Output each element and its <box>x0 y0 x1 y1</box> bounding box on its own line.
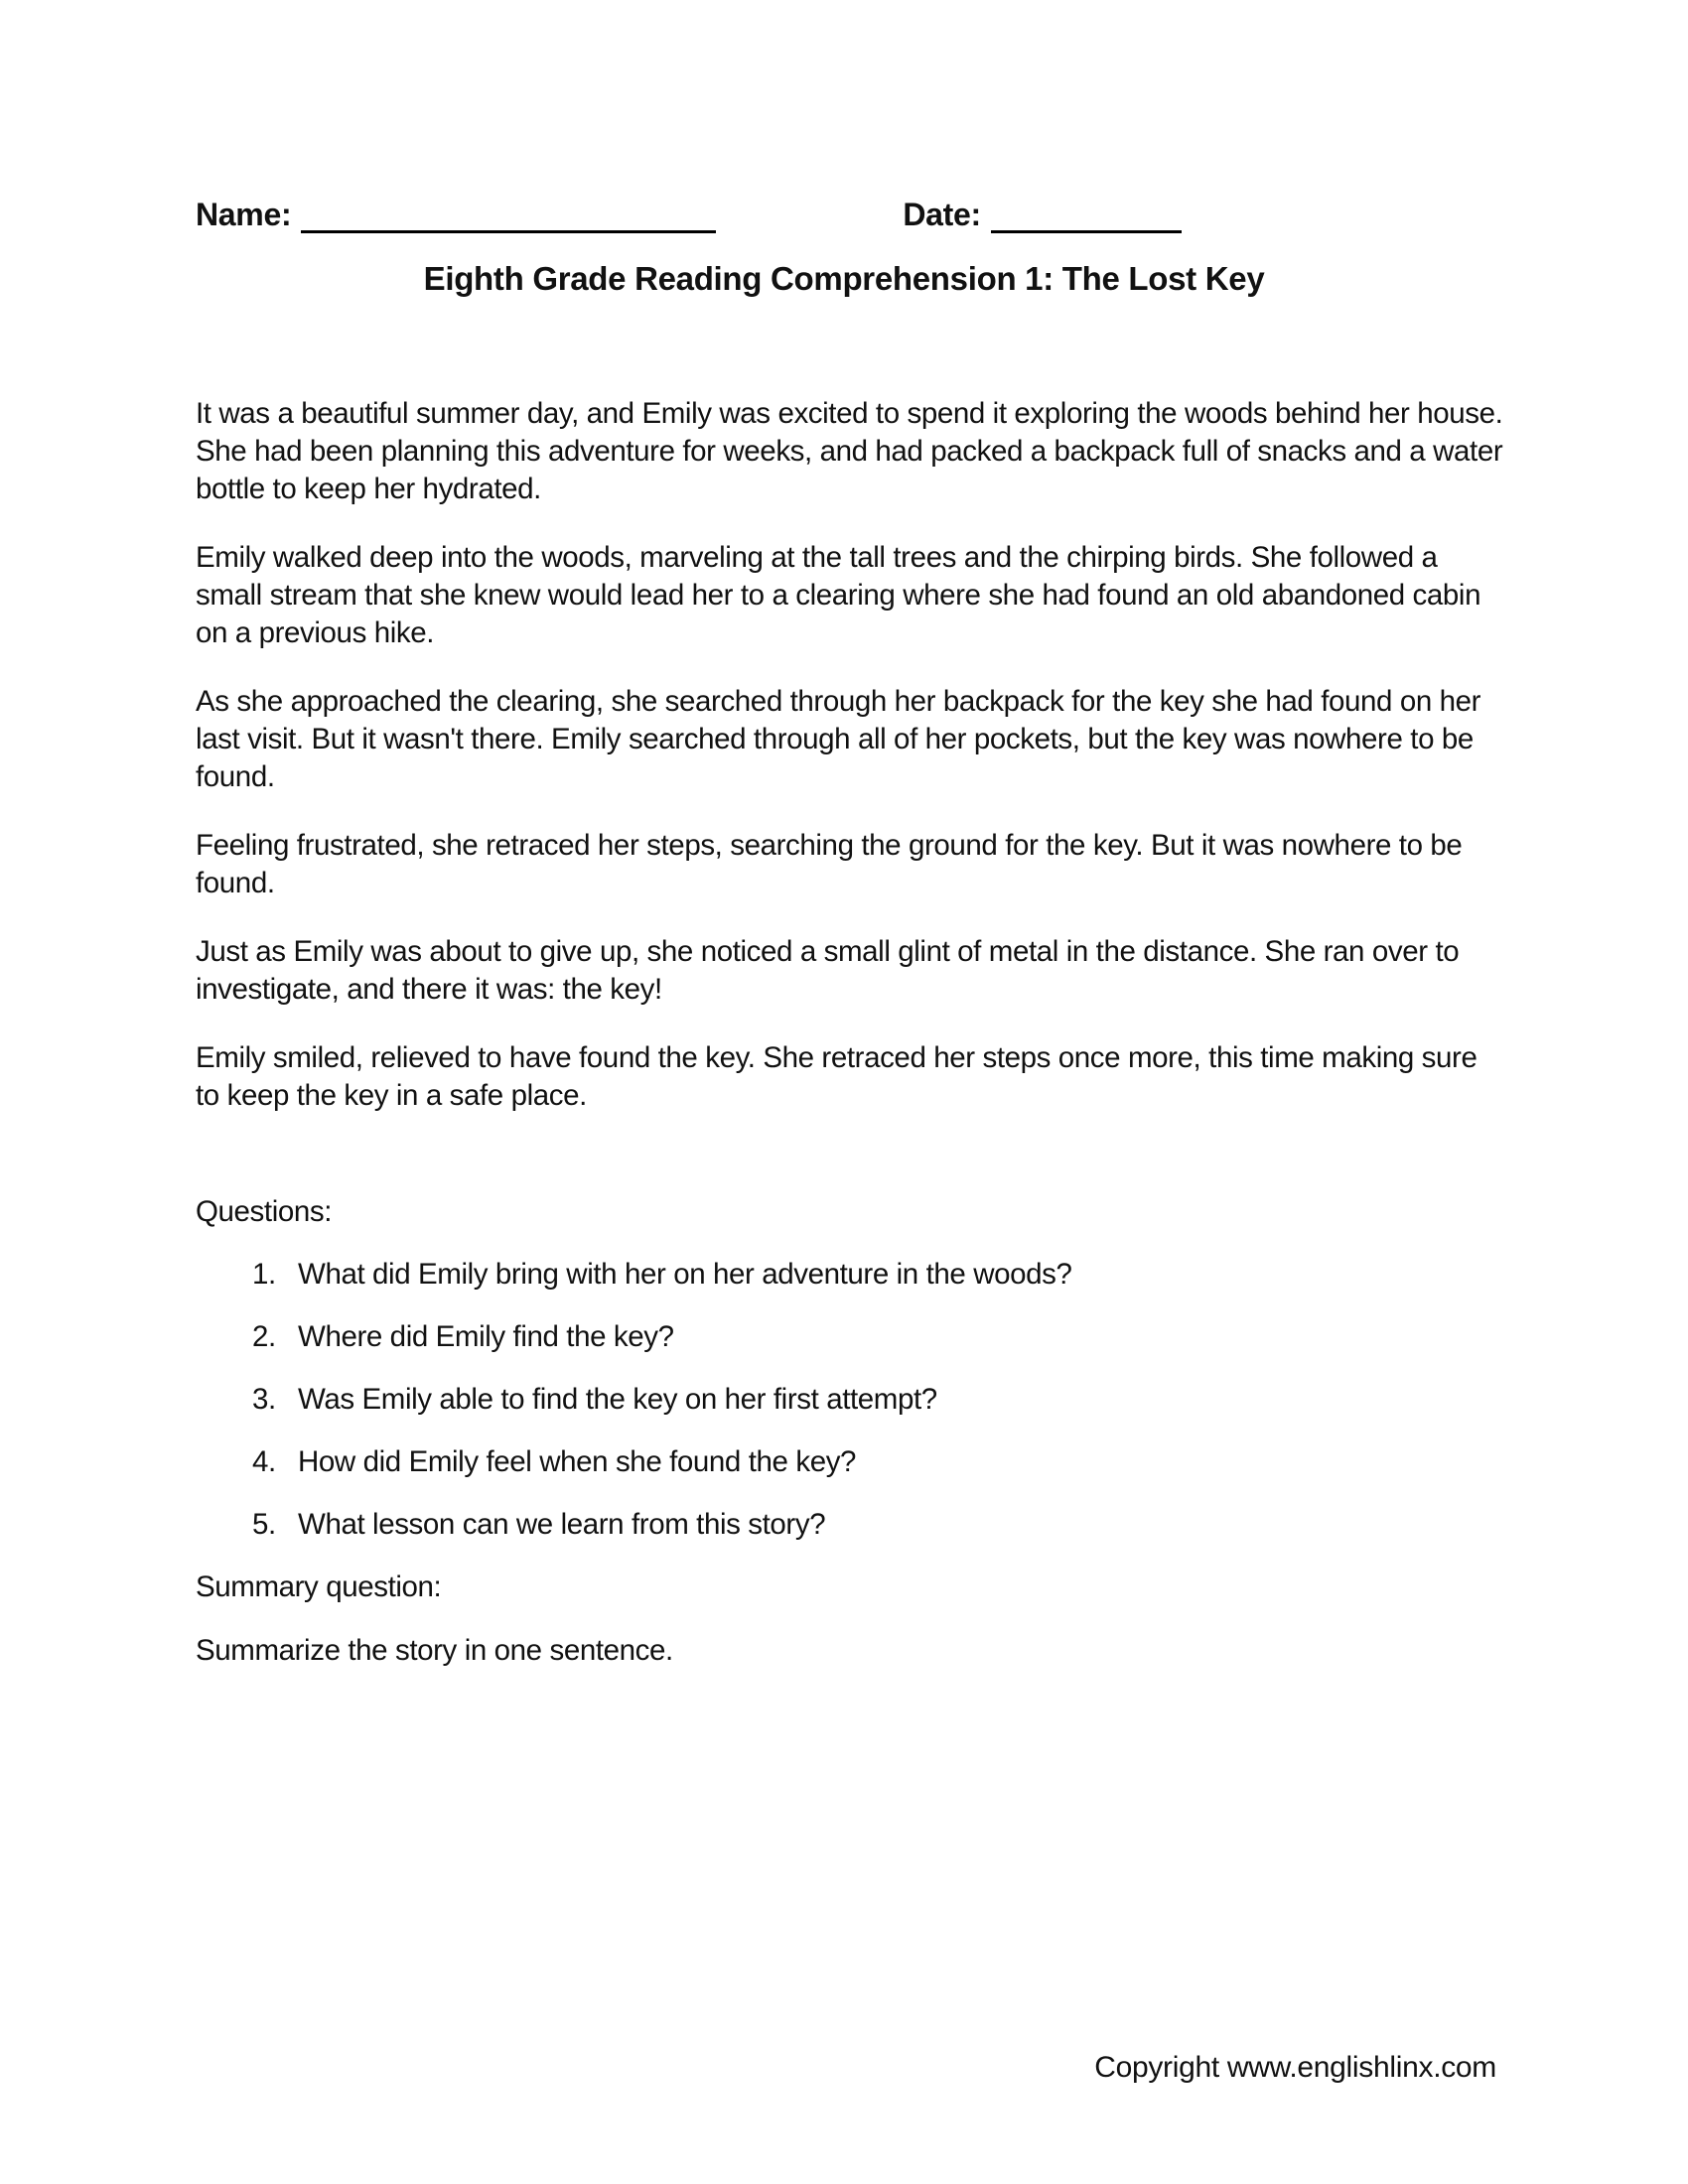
name-field <box>196 197 716 233</box>
question-item-4 <box>196 1443 1508 1481</box>
copyright-text: Copyright www.englishlinx.com <box>1094 2051 1496 2084</box>
summary-question-label: Summary question: <box>196 1570 442 1603</box>
question-item-1 <box>196 1256 1508 1294</box>
question-text: What lesson can we learn from this story? <box>298 1508 826 1541</box>
story-paragraph-1: It was a beautiful summer day, and Emily was excited to spend it exploring the woods behind her house. She had been planning this adventure for weeks, and had packed a backpack full of snacks and a water bottle to keep her hydrated. <box>196 397 1503 505</box>
question-item-3 <box>196 1381 1508 1419</box>
story-passage <box>196 395 1508 1146</box>
story-paragraph-3: As she approached the clearing, she searched through her backpack for the key she had found on her last visit. But it wasn't there. Emily searched through all of her pockets, but the key was nowhere to be found. <box>196 685 1481 793</box>
question-number: 4. <box>252 1445 276 1478</box>
date-blank-line <box>991 197 1182 233</box>
story-paragraph-6: Emily smiled, relieved to have found the key. She retraced her steps once more, this time making sure to keep the key in a safe place. <box>196 1041 1477 1112</box>
name-label: Name: <box>196 197 292 232</box>
footer <box>1094 2051 1496 2085</box>
question-text: Was Emily able to find the key on her first attempt? <box>298 1383 937 1416</box>
date-label: Date: <box>903 197 981 232</box>
name-date-row <box>196 197 1504 233</box>
question-number: 3. <box>252 1383 276 1416</box>
question-item-2 <box>196 1318 1508 1356</box>
questions-section <box>196 1193 1508 1670</box>
story-paragraph-5: Just as Emily was about to give up, she noticed a small glint of metal in the distance. She ran over to investigate, and there it was: the key! <box>196 935 1460 1006</box>
question-item-5 <box>196 1506 1508 1544</box>
worksheet-title: Eighth Grade Reading Comprehension 1: The Lost Key <box>423 260 1265 297</box>
story-paragraph-4: Feeling frustrated, she retraced her steps, searching the ground for the key. But it was nowhere to be found. <box>196 829 1463 899</box>
name-blank-line <box>301 197 716 233</box>
questions-label: Questions: <box>196 1195 333 1228</box>
question-number: 1. <box>252 1258 276 1291</box>
question-number: 2. <box>252 1320 276 1353</box>
story-paragraph-2: Emily walked deep into the woods, marveling at the tall trees and the chirping birds. She followed a small stream that she knew would lead her to a clearing where she had found an old abandoned cabin on a previous hike. <box>196 541 1481 649</box>
question-text: Where did Emily find the key? <box>298 1320 674 1353</box>
date-field <box>903 197 1182 233</box>
questions-list <box>196 1256 1508 1544</box>
question-text: What did Emily bring with her on her adventure in the woods? <box>298 1258 1072 1291</box>
question-text: How did Emily feel when she found the key? <box>298 1445 857 1478</box>
summary-prompt: Summarize the story in one sentence. <box>196 1634 673 1667</box>
question-number: 5. <box>252 1508 276 1541</box>
